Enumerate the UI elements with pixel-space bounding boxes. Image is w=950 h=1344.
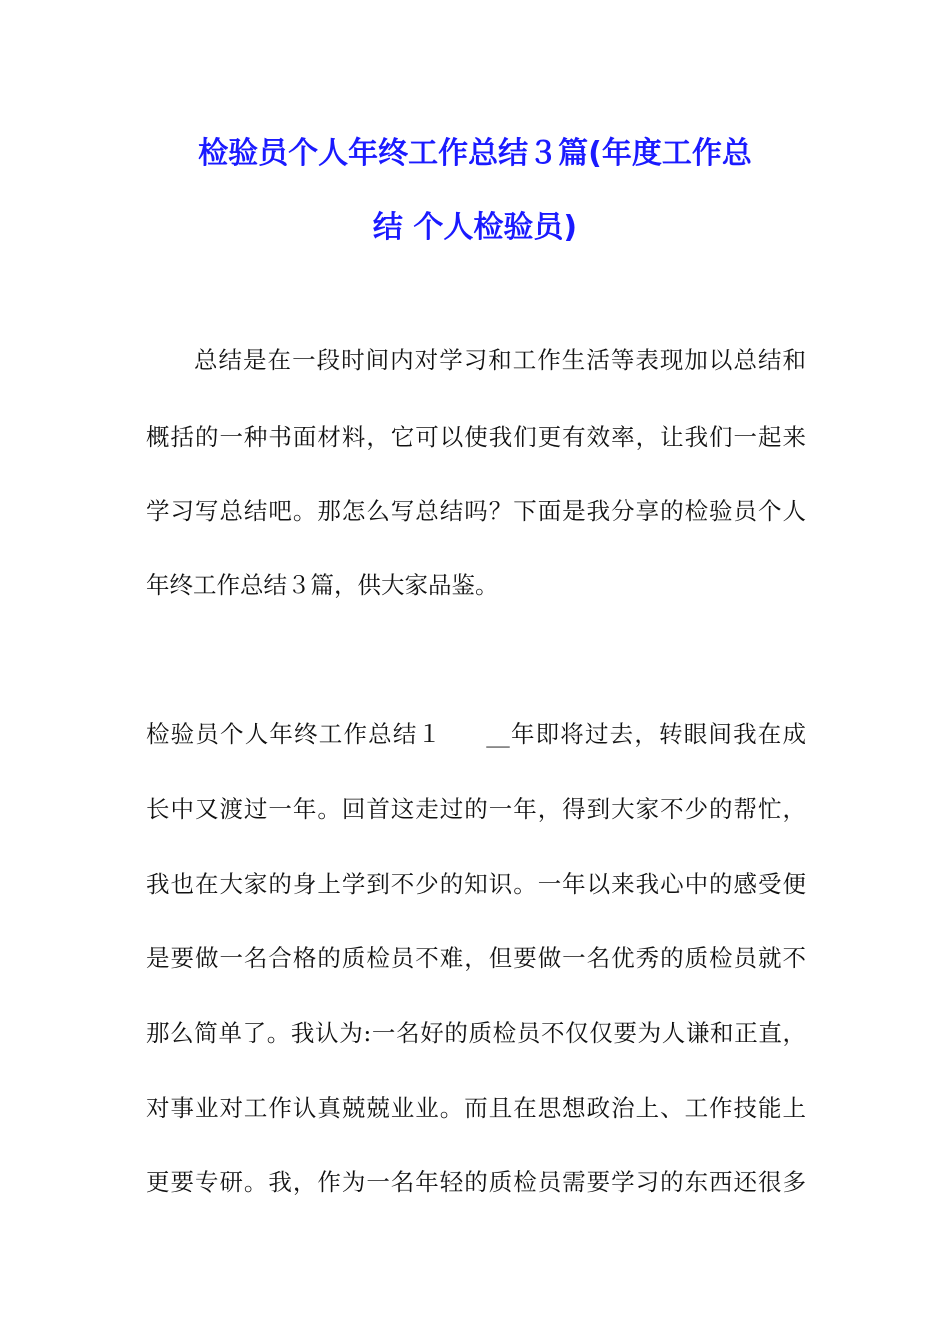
section-1-opening-text: __年即将过去，转眼间我在成 — [486, 720, 806, 748]
section-1-heading: 检验员个人年终工作总结１ — [146, 720, 443, 748]
section-1-paragraph-line: 那么简单了。我认为:一名好的质检员不仅仅要为人谦和正直， — [146, 1019, 806, 1047]
section-1-paragraph-line: 我也在大家的身上学到不少的知识。一年以来我心中的感受便 — [146, 870, 806, 898]
section-1-paragraph-line: 更要专研。我，作为一名年轻的质检员需要学习的东西还很多 — [146, 1168, 806, 1196]
section-1-paragraph-line: 是要做一名合格的质检员不难，但要做一名优秀的质检员就不 — [146, 944, 806, 972]
intro-paragraph-line: 年终工作总结３篇，供大家品鉴。 — [146, 571, 499, 599]
intro-paragraph-line: 概括的一种书面材料，它可以使我们更有效率，让我们一起来 — [146, 423, 806, 451]
section-1-paragraph-line: 长中又渡过一年。回首这走过的一年，得到大家不少的帮忙， — [146, 795, 806, 823]
section-1-first-line — [146, 717, 806, 751]
intro-paragraph-line: 总结是在一段时间内对学习和工作生活等表现加以总结和 — [194, 346, 806, 374]
document-title-line-1: 检验员个人年终工作总结３篇(年度工作总 — [198, 136, 752, 171]
document-title-line-2: 结 个人检验员) — [372, 210, 578, 245]
intro-paragraph-line: 学习写总结吧。那怎么写总结吗？下面是我分享的检验员个人 — [146, 497, 806, 525]
section-1-paragraph-line: 对事业对工作认真兢兢业业。而且在思想政治上、工作技能上 — [146, 1094, 806, 1122]
